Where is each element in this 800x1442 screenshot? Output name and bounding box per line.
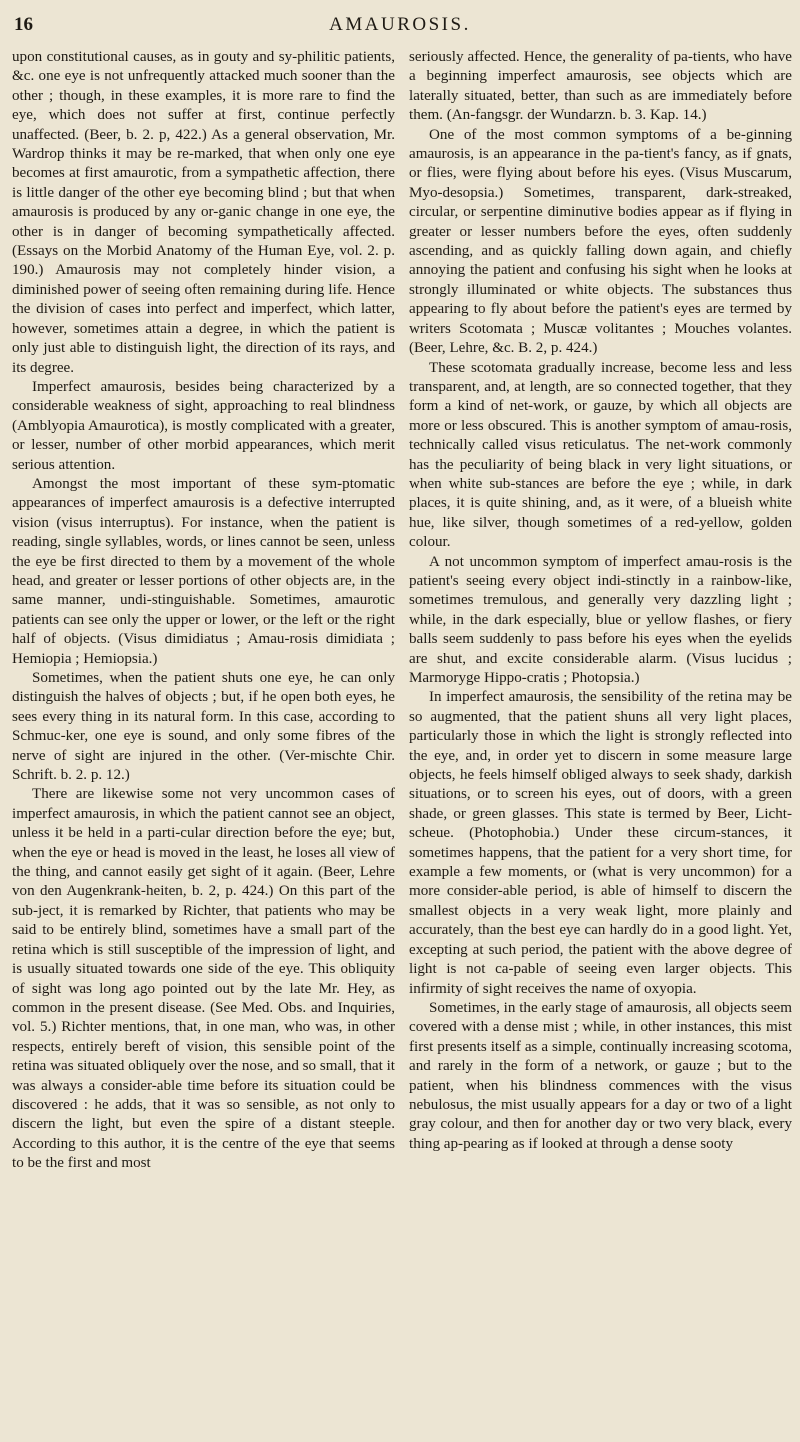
paragraph: There are likewise some not very uncommon cases of imperfect amaurosis, in which the patient cannot see an object, unless it be held in a parti-cular direction before the eye; but, when the eye or head is moved in the least, he loses all view of the thing, and cannot easily get sight of it again. (Beer, Lehre von den Augenkrank-heiten, b. 2, p. 424.) On this part of the sub-ject, it is remarked by Richter, that patients who may be said to be entirely blind, sometimes have a small part of the retina which is still susceptible of the impression of light, and is usually situated towards one side of the eye. This obliquity of sight was long ago pointed out by the late Mr. Hey, as common in the present disease. (See Med. Obs. and Inquiries, vol. 5.) Richter mentions, that, in one man, who was, in other respects, entirely bereft of vision, this sensible point of the retina was situated obliquely over the nose, and so small, that it was always a consider-able time before its situation could be discovered : he adds, that it was so sensible, as not only to discern the light, but even the spire of a distant steeple. According to this author, it is the centre of the eye that seems to be the first and most — [12, 786, 395, 1172]
paragraph: One of the most common symptoms of a be-ginning amaurosis, is an appearance in the pa-tient's fancy, as if gnats, or flies, were flying about before his eyes. (Visus Muscarum, Myo-desopsia.) Sometimes, transparent, dark-streaked, circular, or serpentine diminutive bodies appear as if flying in greater or lesser numbers before the eyes, often suddenly ascending, and as quickly falling down again, and chiefly annoying the patient and confusing his sight when he looks at strongly illuminated or white objects. The substances thus appearing to fly about before the patient's eyes are termed by writers Scotomata ; Muscæ volitantes ; Mouches volantes. (Beer, Lehre, &c. B. 2, p. 424.) — [409, 126, 792, 357]
page-number: 16 — [14, 14, 33, 35]
page-header — [0, 14, 800, 40]
paragraph: seriously affected. Hence, the generality of pa-tients, who have a beginning imperfect amaurosis, see objects which are laterally situated, better, than such as are immediately before them. (An-fangsgr. der Wundarzn. b. 3. Kap. 14.) — [409, 49, 792, 124]
left-text-column — [12, 48, 395, 1433]
paragraph: A not uncommon symptom of imperfect amau-rosis is the patient's seeing every object indi-stinctly in a rainbow-like, sometimes tremulous, and generally very dazzling light ; while, in the dark especially, blue or yellow flashes, or fiery balls seem suddenly to pass before his eyes when the eyelids are shut, and excite considerable alarm. (Visus lucidus ; Marmoryge Hippo-cratis ; Photopsia.) — [409, 553, 792, 686]
paragraph: In imperfect amaurosis, the sensibility of the retina may be so augmented, that the patient shuns all very light places, particularly those in which the light is strongly reflected into the eye, and, in order yet to discern in some measure large objects, he feels himself obliged always to seek shady, darkish situations, or to screen his eyes, out of doors, with a green shade, or green glasses. This state is termed by Beer, Licht-scheue. (Photophobia.) Under these circum-stances, it sometimes happens, that the patient for a very short time, for example a few moments, or (what is very uncommon) for a more consider-able period, is able of himself to discern the smallest objects in a very weak light, more plainly and accurately, than the best eye can hardly do in a good light. Yet, excepting at such period, the patient with the above degree of light is not ca-pable of seeing even larger objects. This infirmity of sight receives the name of oxyopia. — [409, 689, 792, 997]
running-title: AMAUROSIS. — [329, 14, 471, 35]
paragraph: Sometimes, in the early stage of amaurosis, all objects seem covered with a dense mist ; while, in other instances, this mist first presents itself as a simple, continually increasing scotoma, and rarely in the form of a network, or gauze ; but to the patient, when his blindness commences with the visus nebulosus, the mist usually appears for a day or two of a light gray colour, and then for another day or two very black, every thing ap-pearing as if looked at through a dense sooty — [409, 999, 792, 1152]
paragraph: Imperfect amaurosis, besides being characterized by a considerable weakness of sight, approaching to real blindness (Amblyopia Amaurotica), is mostly complicated with a greater, or lesser, number of other morbid appearances, which merit serious attention. — [12, 378, 395, 473]
paragraph: Sometimes, when the patient shuts one eye, he can only distinguish the halves of objects ; but, if he open both eyes, he sees every thing in its natural form. In this case, according to Schmuc-ker, one eye is sound, and only some fibres of the nerve of sight are injured in the other. (Ver-mischte Chir. Schrift. b. 2. p. 12.) — [12, 670, 395, 784]
paragraph: upon constitutional causes, as in gouty and sy-philitic patients, &c. one eye is not unfrequently attacked much sooner than the other ; though, in these examples, it is more rare to find the eye, which does not suffer at first, continue perfectly unaffected. (Beer, b. 2. p, 422.) As a general observation, Mr. Wardrop thinks it may be re-marked, that when only one eye becomes at first amaurotic, from a sympathetic affection, there is little danger of the other eye becoming blind ; but that when amaurosis is produced by any or-ganic change in one eye, the other is in danger of becoming sympathetically affected. (Essays on the Morbid Anatomy of the Human Eye, vol. 2. p. 190.) Amaurosis may not completely hinder vision, a diminished power of seeing often remaining during life. Hence the division of cases into perfect and imperfect, which latter, however, sometimes attain a degree, in which the patient is only just able to distinguish light, the direction of its rays, and its degree. — [12, 49, 395, 376]
paragraph: Amongst the most important of these sym-ptomatic appearances of imperfect amaurosis is a defective interrupted vision (visus interruptus). For instance, when the patient is reading, single syllables, words, or lines cannot be seen, unless the eye be first directed to them by a movement of the whole head, and greater or lesser portions of other objects are, in the same manner, undi-stinguishable. Sometimes, amaurotic patients can see only the upper or lower, or the left or the right half of objects. (Visus dimidiatus ; Amau-rosis dimidiata ; Hemiopia ; Hemiopsia.) — [12, 475, 395, 667]
paragraph: These scotomata gradually increase, become less and less transparent, and, at length, are so connected together, that they form a kind of net-work, or gauze, by which all objects are more or less obscured. This is another symptom of amau-rosis, technically called visus reticulatus. The net-work commonly has the peculiarity of being black in very light situations, or when white sub-stances are before the eye ; while, in dark places, it is quite shining, and, as it were, of a blueish white hue, like silver, though sometimes of a red-yellow, golden colour. — [409, 359, 792, 551]
right-text-column — [409, 48, 792, 1433]
